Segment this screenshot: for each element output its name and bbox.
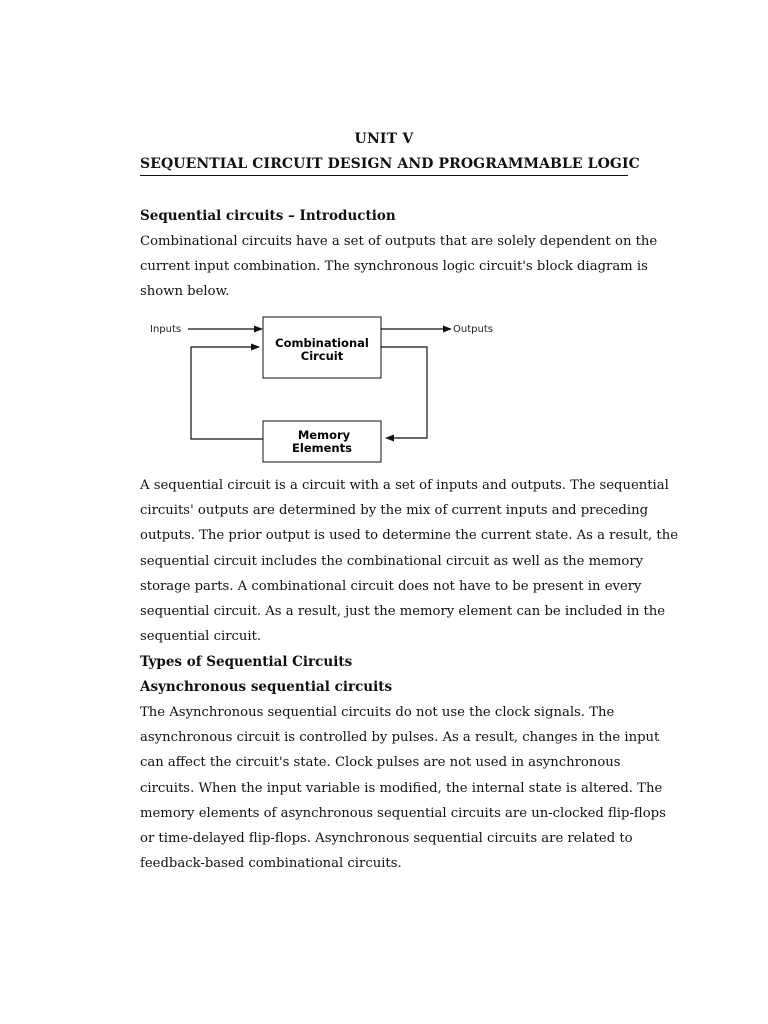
text-line: or time-delayed flip-flops. Asynchronous sequential circuits are related to bbox=[140, 831, 633, 847]
text-line: A sequential circuit is a circuit with a set of inputs and outputs. The sequential bbox=[140, 478, 669, 493]
document-title: SEQUENTIAL CIRCUIT DESIGN AND PROGRAMMABLE LOGIC bbox=[140, 156, 640, 172]
async-heading: Asynchronous sequential circuits bbox=[140, 679, 393, 695]
intro-heading: Sequential circuits – Introduction bbox=[140, 208, 396, 224]
text-line: sequential circuit. bbox=[140, 629, 262, 645]
text-line: shown below. bbox=[140, 284, 230, 300]
types-heading: Types of Sequential Circuits bbox=[140, 654, 353, 670]
text-line: current input combination. The synchronous logic circuit's block diagram is bbox=[140, 259, 648, 275]
text-line: The Asynchronous sequential circuits do not use the clock signals. The bbox=[140, 705, 615, 720]
intro-paragraph bbox=[140, 229, 658, 305]
async-paragraph bbox=[140, 700, 666, 876]
outputs-label: Outputs bbox=[453, 324, 493, 335]
text-line: outputs. The prior output is used to determine the current state. As a result, the bbox=[140, 528, 679, 544]
title-underline bbox=[140, 175, 628, 176]
inputs-label: Inputs bbox=[150, 324, 182, 335]
text-line: can affect the circuit's state. Clock pulses are not used in asynchronous bbox=[140, 755, 621, 771]
combinational-label-line1: Combinational bbox=[275, 336, 369, 350]
text-line: circuits. When the input variable is modified, the internal state is altered. The bbox=[140, 780, 663, 796]
memory-feed-arrow bbox=[381, 347, 427, 438]
text-line: memory elements of asynchronous sequential circuits are un-clocked flip-flops bbox=[140, 805, 666, 821]
combinational-label-line2: Circuit bbox=[300, 349, 344, 363]
text-line: feedback-based combinational circuits. bbox=[140, 856, 402, 872]
text-line: sequential circuit includes the combinational circuit as well as the memory bbox=[140, 553, 644, 569]
sequential-paragraph bbox=[140, 473, 679, 649]
feedback-arrow bbox=[191, 347, 263, 439]
text-line: Combinational circuits have a set of outputs that are solely dependent on the bbox=[140, 234, 658, 249]
memory-label-line1: Memory bbox=[297, 428, 351, 442]
unit-heading: UNIT V bbox=[354, 131, 414, 147]
block-diagram bbox=[148, 313, 508, 468]
text-line: asynchronous circuit is controlled by pulses. As a result, changes in the input bbox=[140, 730, 660, 746]
text-line: circuits' outputs are determined by the mix of current inputs and preceding bbox=[140, 503, 649, 519]
text-line: sequential circuit. As a result, just the memory element can be included in the bbox=[140, 604, 666, 620]
text-line: storage parts. A combinational circuit does not have to be present in every bbox=[140, 578, 642, 594]
memory-label-line2: Elements bbox=[292, 441, 352, 455]
